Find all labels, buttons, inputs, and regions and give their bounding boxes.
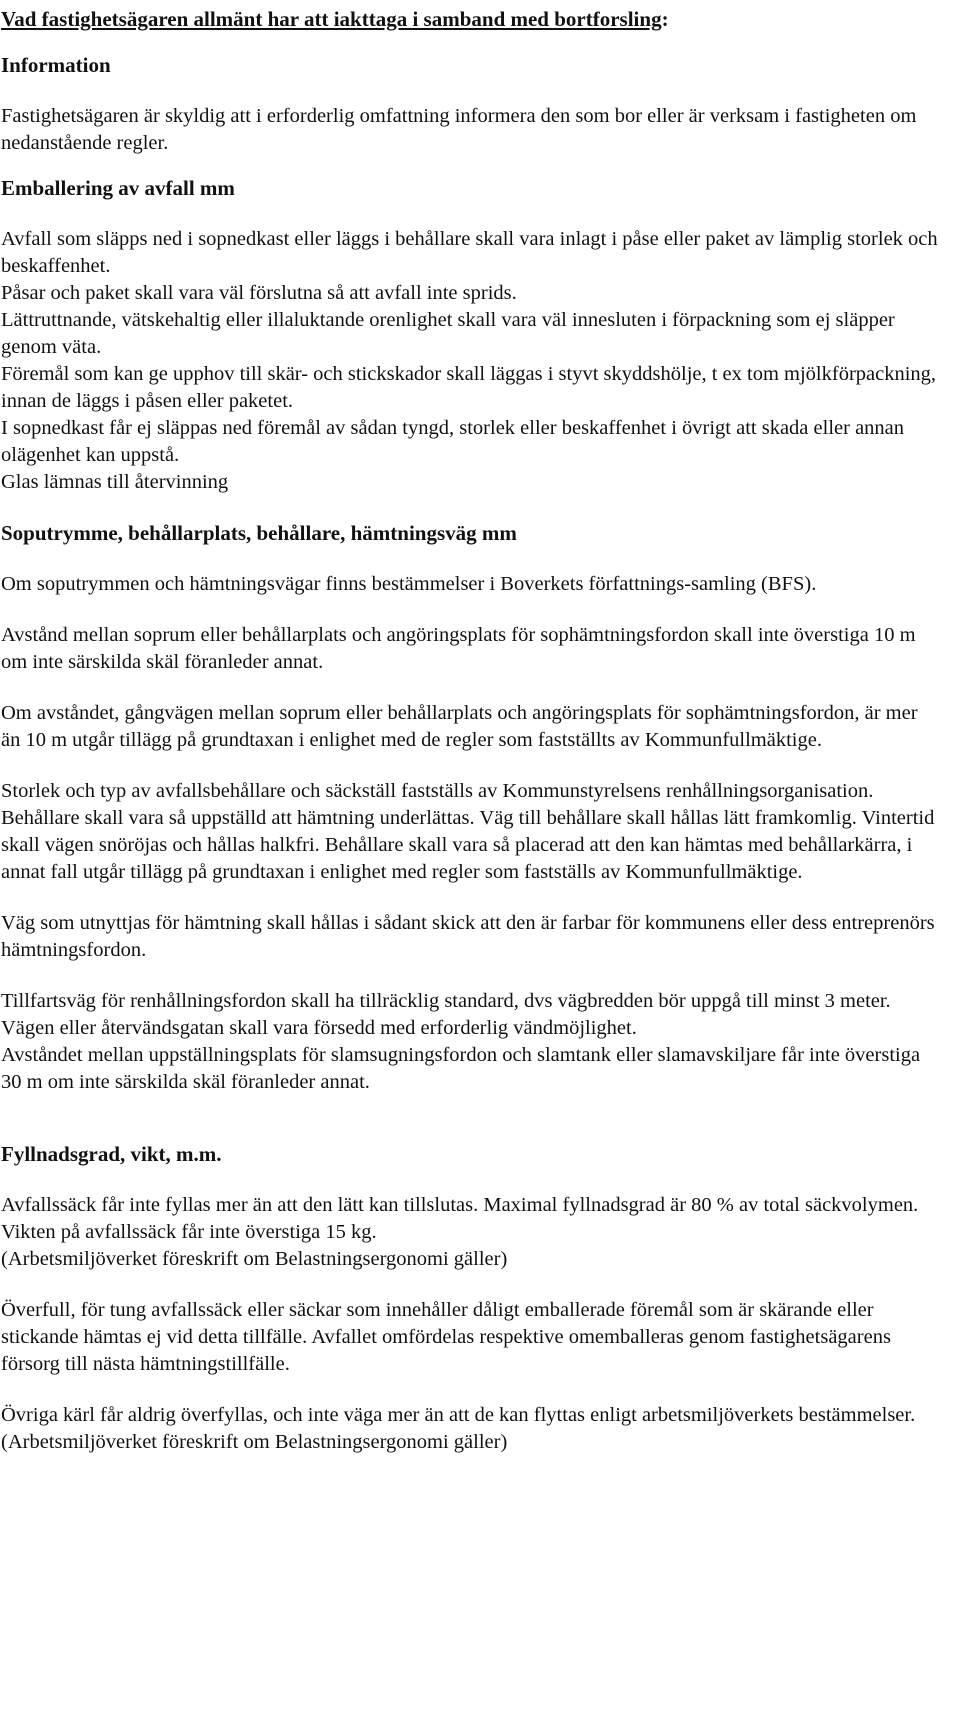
fyllnadsgrad-paragraph-3-note: (Arbetsmiljöverket föreskrift om Belastningsergonomi gäller) [1,1431,508,1453]
document-title [1,4,941,34]
soputrymme-paragraph-1: Om soputrymmen och hämtningsvägar finns bestämmelser i Boverkets författnings-samling (BFS). [1,573,817,595]
fyllnadsgrad-paragraph-2: Överfull, för tung avfallssäck eller säckar som innehåller dåligt emballerade föremål som är skärande eller stickande hämtas ej vid detta tillfälle. Avfallet omfördelas respektive omemballeras genom fastighetsägarens försorg till nästa hämtningstillfälle. [1,1299,891,1375]
document-title-colon: : [661,7,669,31]
document-title-text: Vad fastighetsägaren allmänt har att iakttaga i samband med bortforsling [1,7,662,31]
heading-emballering: Emballering av avfall mm [1,176,235,200]
emballering-paragraph-3: Lättruttnande, vätskehaltig eller illaluktande orenlighet skall vara väl innesluten i förpackning som ej släpper genom väta. [1,309,895,358]
soputrymme-paragraph-5: Väg som utnyttjas för hämtning skall hållas i sådant skick att den är farbar för kommunens eller dess entreprenörs hämtningsfordon. [1,912,935,961]
emballering-paragraph-4: Föremål som kan ge upphov till skär- och stickskador skall läggas i styvt skyddshölje, t ex tom mjölkförpackning, innan de läggs i påsen eller paketet. [1,363,937,412]
fyllnadsgrad-paragraph-3: Övriga kärl får aldrig överfyllas, och inte väga mer än att de kan flyttas enligt arbetsmiljöverkets bestämmelser. [1,1404,916,1426]
emballering-paragraph-2: Påsar och paket skall vara väl förslutna så att avfall inte sprids. [1,282,517,304]
soputrymme-paragraph-3: Om avståndet, gångvägen mellan soprum eller behållarplats och angöringsplats för sophämtningsfordon, är mer än 10 m utgår tillägg på grundtaxan i enlighet med de regler som fastställts av Kommunfullmäktige. [1,702,918,751]
soputrymme-paragraph-6: Tillfartsväg för renhållningsfordon skall ha tillräcklig standard, dvs vägbredden bör uppgå till minst 3 meter. Vägen eller återvändsgatan skall vara försedd med erforderlig vändmöjlighet. [1,990,891,1039]
emballering-paragraph-6: Glas lämnas till återvinning [1,471,229,493]
soputrymme-paragraph-2: Avstånd mellan soprum eller behållarplats och angöringsplats för sophämtningsfordon skall inte överstiga 10 m om inte särskilda skäl föranleder annat. [1,624,916,673]
fyllnadsgrad-paragraph-1-note: (Arbetsmiljöverket föreskrift om Belastningsergonomi gäller) [1,1248,508,1270]
soputrymme-paragraph-7: Avståndet mellan uppställningsplats för slamsugningsfordon och slamtank eller slamavskiljare får inte överstiga 30 m om inte särskilda skäl föranleder annat. [1,1044,921,1093]
heading-information: Information [1,53,111,77]
heading-soputrymme: Soputrymme, behållarplats, behållare, hämtningsväg mm [1,521,517,545]
fyllnadsgrad-paragraph-1: Avfallssäck får inte fyllas mer än att den lätt kan tillslutas. Maximal fyllnadsgrad är 80 % av total säckvolymen. Vikten på avfallssäck får inte överstiga 15 kg. [1,1194,919,1243]
heading-fyllnadsgrad: Fyllnadsgrad, vikt, m.m. [1,1142,222,1166]
information-text: Fastighetsägaren är skyldig att i erforderlig omfattning informera den som bor eller är verksam i fastigheten om nedanstående regler. [1,105,917,154]
soputrymme-paragraph-4: Storlek och typ av avfallsbehållare och säckställ fastställs av Kommunstyrelsens renhållningsorganisation. Behållare skall vara så uppställd att hämtning underlättas. Väg till behållare skall hållas lätt framkomlig. Vintertid skall vägen snöröjas och hållas halkfri. Behållare skall vara så placerad att den kan hämtas med behållarkärra, i annat fall utgår tillägg på grundtaxan i enlighet med regler som fastställs av Kommunfullmäktige. [1,780,935,883]
emballering-paragraph-1: Avfall som släpps ned i sopnedkast eller läggs i behållare skall vara inlagt i påse eller paket av lämplig storlek och beskaffenhet. [1,228,938,277]
emballering-paragraph-5: I sopnedkast får ej släppas ned föremål av sådan tyngd, storlek eller beskaffenhet i övrigt att skada eller annan olägenhet kan uppstå. [1,417,905,466]
